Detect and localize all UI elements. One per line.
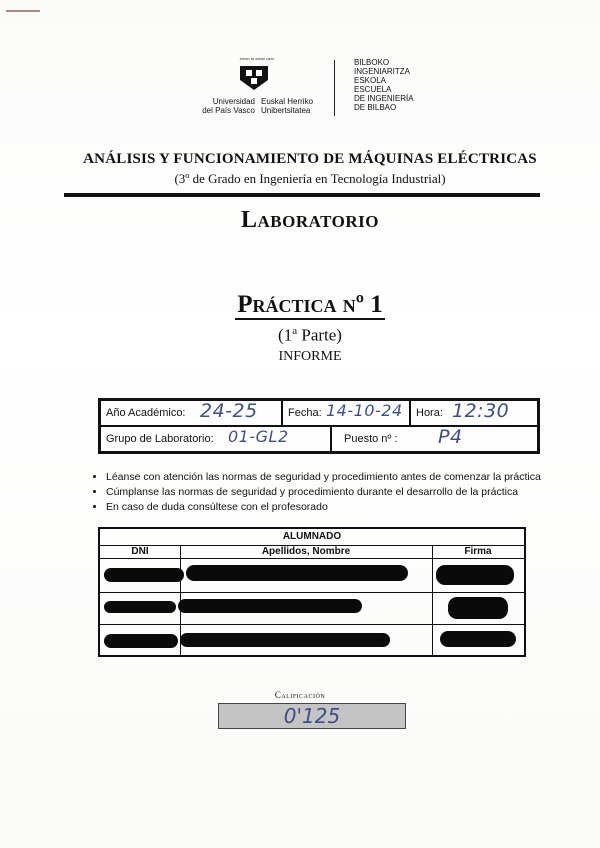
course-subtitle: (3º de Grado en Ingeniería en Tecnología Industrial) (174, 171, 446, 186)
university-name-es: Universidad del País Vasco (202, 97, 255, 115)
redacted-dni (104, 568, 184, 582)
grade-value: 0'125 (283, 704, 341, 728)
redacted-signature (440, 631, 516, 647)
col-divider (432, 545, 433, 655)
redacted-dni (104, 601, 176, 613)
university-name-eu: Euskal Herriko Unibertsitatea (261, 97, 314, 115)
header-divider (334, 60, 335, 116)
year-label: Año Académico: (106, 407, 186, 419)
redacted-name (180, 633, 390, 647)
title-rule (64, 193, 540, 197)
grade-box (218, 703, 406, 729)
staple-mark (6, 10, 40, 12)
lab-title: Laboratorio (240, 207, 379, 233)
date-value: 14-10-24 (326, 401, 403, 420)
practica-part: (1$^a$ Parte) (278, 325, 342, 345)
list-item: • En caso de duda consúltese con el profesorado (106, 500, 552, 515)
practica-title: Práctica nº 1 (237, 291, 383, 318)
post-label: Puesto nº : (344, 433, 398, 445)
col-dni: DNI (100, 545, 180, 559)
students-table (98, 527, 526, 657)
hour-label: Hora: (416, 407, 443, 419)
students-title: ALUMNADO (100, 529, 524, 546)
group-label: Grupo de Laboratorio: (106, 433, 214, 445)
informe-label: INFORME (278, 349, 342, 364)
group-value: 01-GL2 (228, 427, 289, 446)
post-value: P4 (438, 426, 463, 448)
redacted-dni (104, 634, 178, 648)
redacted-name (186, 565, 408, 581)
info-table (98, 398, 540, 454)
logo-motto: eman ta zabal zazu (239, 56, 275, 61)
safety-notes (92, 470, 552, 515)
school-name: BILBOKO INGENIARITZA ESKOLA ESCUELA DE INGENIERÍA DE BILBAO (354, 58, 414, 112)
date-label: Fecha: (288, 407, 322, 419)
redacted-signature (436, 565, 514, 585)
university-emblem-icon (236, 60, 272, 94)
redacted-name (178, 599, 362, 613)
col-name: Apellidos, Nombre (180, 545, 432, 559)
col-signature: Firma (432, 545, 524, 559)
hour-value: 12:30 (452, 400, 510, 422)
row-divider (100, 624, 524, 625)
list-item: • Cúmplanse las normas de seguridad y procedimiento durante el desarrollo de la práctica (106, 485, 552, 500)
list-item: • Léanse con atención las normas de seguridad y procedimiento antes de comenzar la práctica (106, 470, 552, 485)
grade-label: Calificación (274, 690, 326, 700)
row-divider (100, 592, 524, 593)
redacted-signature (448, 597, 508, 619)
year-value: 24-25 (200, 400, 258, 422)
course-title: ANÁLISIS Y FUNCIONAMIENTO DE MÁQUINAS ELÉCTRICAS (83, 151, 537, 167)
